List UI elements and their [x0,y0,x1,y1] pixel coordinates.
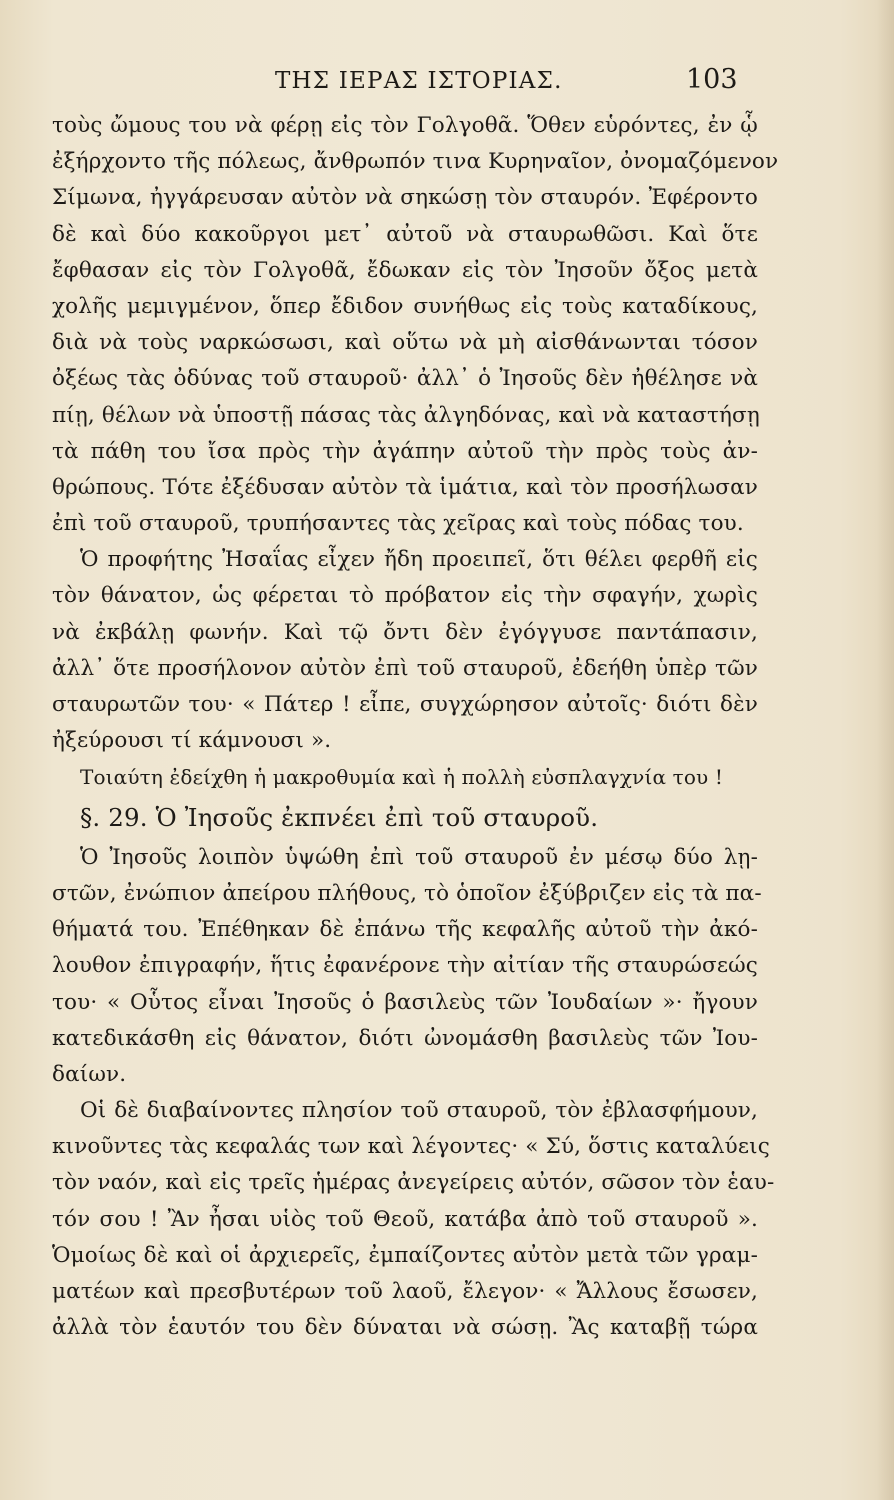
text-line: ἠξεύρουσι τί κάμνουσι ». [52,728,332,754]
text-line: δὲ καὶ δύο κακοῦργοι μετ᾽ αὐτοῦ νὰ σταυρωθῶσι. Καὶ ὅτε [52,221,758,247]
page-number: 103 [686,64,738,95]
text-line: νὰ ἐκβάλῃ φωνήν. Καὶ τῷ ὄντι δὲν ἐγόγγυσε παντάπασιν, [52,619,758,645]
text-line: κινοῦντες τὰς κεφαλάς των καὶ λέγοντες· « Σύ, ὅστις καταλύεις [52,1134,770,1160]
text-line: κατεδικάσθη εἰς θάνατον, διότι ὠνομάσθη βασιλεὺς τῶν Ἰου- [52,1025,758,1051]
paragraph-start-line: Ὁ Ἰησοῦς λοιπὸν ὑψώθη ἐπὶ τοῦ σταυροῦ ἐν μέσῳ δύο λῃ- [80,844,758,870]
text-line: τοὺς ὤμους του νὰ φέρῃ εἰς τὸν Γολγοθᾶ. Ὅθεν εὑρόντες, ἐν ᾧ [52,113,758,138]
text-line: ὀξέως τὰς ὀδύνας τοῦ σταυροῦ· ἀλλ᾽ ὁ Ἰησοῦς δὲν ἠθέλησε νὰ [52,366,758,392]
body-text [52,108,779,1346]
text-line: του· « Οὗτος εἶναι Ἰησοῦς ὁ βασιλεὺς τῶν Ἰουδαίων »· ἤγουν [52,989,758,1015]
text-line: ματέων καὶ πρεσβυτέρων τοῦ λαοῦ, ἔλεγον· « Ἄλλους ἔσωσεν, [52,1279,758,1304]
text-line: ἐπὶ τοῦ σταυροῦ, τρυπήσαντες τὰς χεῖρας καὶ τοὺς πόδας του. [52,511,744,537]
text-line: ἀλλὰ τὸν ἑαυτόν του δὲν δύναται νὰ σώσῃ. Ἂς καταβῇ τώρα [52,1315,758,1341]
text-line: θήματά του. Ἐπέθηκαν δὲ ἐπάνω τῆς κεφαλῆς αὐτοῦ τὴν ἀκό- [52,917,758,943]
text-line: διὰ νὰ τοὺς ναρκώσωσι, καὶ οὕτω νὰ μὴ αἰσθάνωνται τόσον [52,330,758,356]
text-line: ἔφθασαν εἰς τὸν Γολγοθᾶ, ἔδωκαν εἰς τὸν Ἰησοῦν ὄξος μετὰ [52,257,758,283]
text-line: Ὁμοίως δὲ καὶ οἱ ἀρχιερεῖς, ἐμπαίζοντες αὐτὸν μετὰ τῶν γραμ- [52,1242,758,1268]
page-edge-shadow [876,0,894,1500]
text-line: πίῃ, θέλων νὰ ὑποστῇ πάσας τὰς ἀλγηδόνας, καὶ νὰ καταστήσῃ [52,402,760,428]
paragraph-start-line: Ὁ προφήτης Ἠσαΐας εἶχεν ἤδη προειπεῖ, ὅτι θέλει φερθῆ εἰς [80,547,758,573]
text-line: θρώπους. Τότε ἐξέδυσαν αὐτὸν τὰ ἱμάτια, καὶ τὸν προσήλωσαν [52,474,758,500]
text-line: τὸν θάνατον, ὡς φέρεται τὸ πρόβατον εἰς τὴν σφαγήν, χωρὶς [52,583,758,609]
section-heading: §. 29. Ὁ Ἰησοῦς ἐκπνέει ἐπὶ τοῦ σταυροῦ. [80,802,599,832]
running-title: ΤΗΣ ΙΕΡΑΣ ΙΣΤΟΡΙΑΣ. [275,68,563,94]
text-line: σταυρωτῶν του· « Πάτερ ! εἶπε, συγχώρησον αὐτοῖς· διότι δὲν [52,692,758,717]
text-line: τὸν ναόν, καὶ εἰς τρεῖς ἡμέρας ἀνεγείρεις αὐτόν, σῶσον τὸν ἑαυ- [52,1170,775,1196]
text-line: ἐξήρχοντο τῆς πόλεως, ἄνθρωπόν τινα Κυρηναῖον, ὀνομαζόμενον [52,149,779,175]
text-line: τὰ πάθη του ἴσα πρὸς τὴν ἀγάπην αὐτοῦ τὴν πρὸς τοὺς ἀν- [52,438,758,464]
text-line: ἀλλ᾽ ὅτε προσήλονον αὐτὸν ἐπὶ τοῦ σταυροῦ, ἐδεήθη ὑπὲρ τῶν [52,655,758,681]
text-line: στῶν, ἐνώπιον ἀπείρου πλήθους, τὸ ὁποῖον ἐξύβριζεν εἰς τὰ πα- [52,880,762,906]
text-line: χολῆς μεμιγμένον, ὅπερ ἔδιδον συνήθως εἰς τοὺς καταδίκους, [52,293,758,319]
paragraph-start-line: Οἱ δὲ διαβαίνοντες πλησίον τοῦ σταυροῦ, τὸν ἐβλασφήμουν, [80,1098,758,1124]
running-header [0,62,894,102]
text-line: Σίμωνα, ἠγγάρευσαν αὐτὸν νὰ σηκώσῃ τὸν σταυρόν. Ἐφέροντο [52,185,758,211]
paragraph-start-line: Τοιαύτη ἐδείχθη ἡ μακροθυμία καὶ ἡ πολλὴ εὐσπλαγχνία του ! [80,765,724,790]
text-line: δαίων. [52,1061,127,1087]
text-line: λουθον ἐπιγραφήν, ἥτις ἐφανέρονε τὴν αἰτίαν τῆς σταυρώσεώς [52,953,758,979]
text-line: τόν σου ! Ἂν ἦσαι υἱὸς τοῦ Θεοῦ, κατάβα ἀπὸ τοῦ σταυροῦ ». [52,1206,758,1232]
